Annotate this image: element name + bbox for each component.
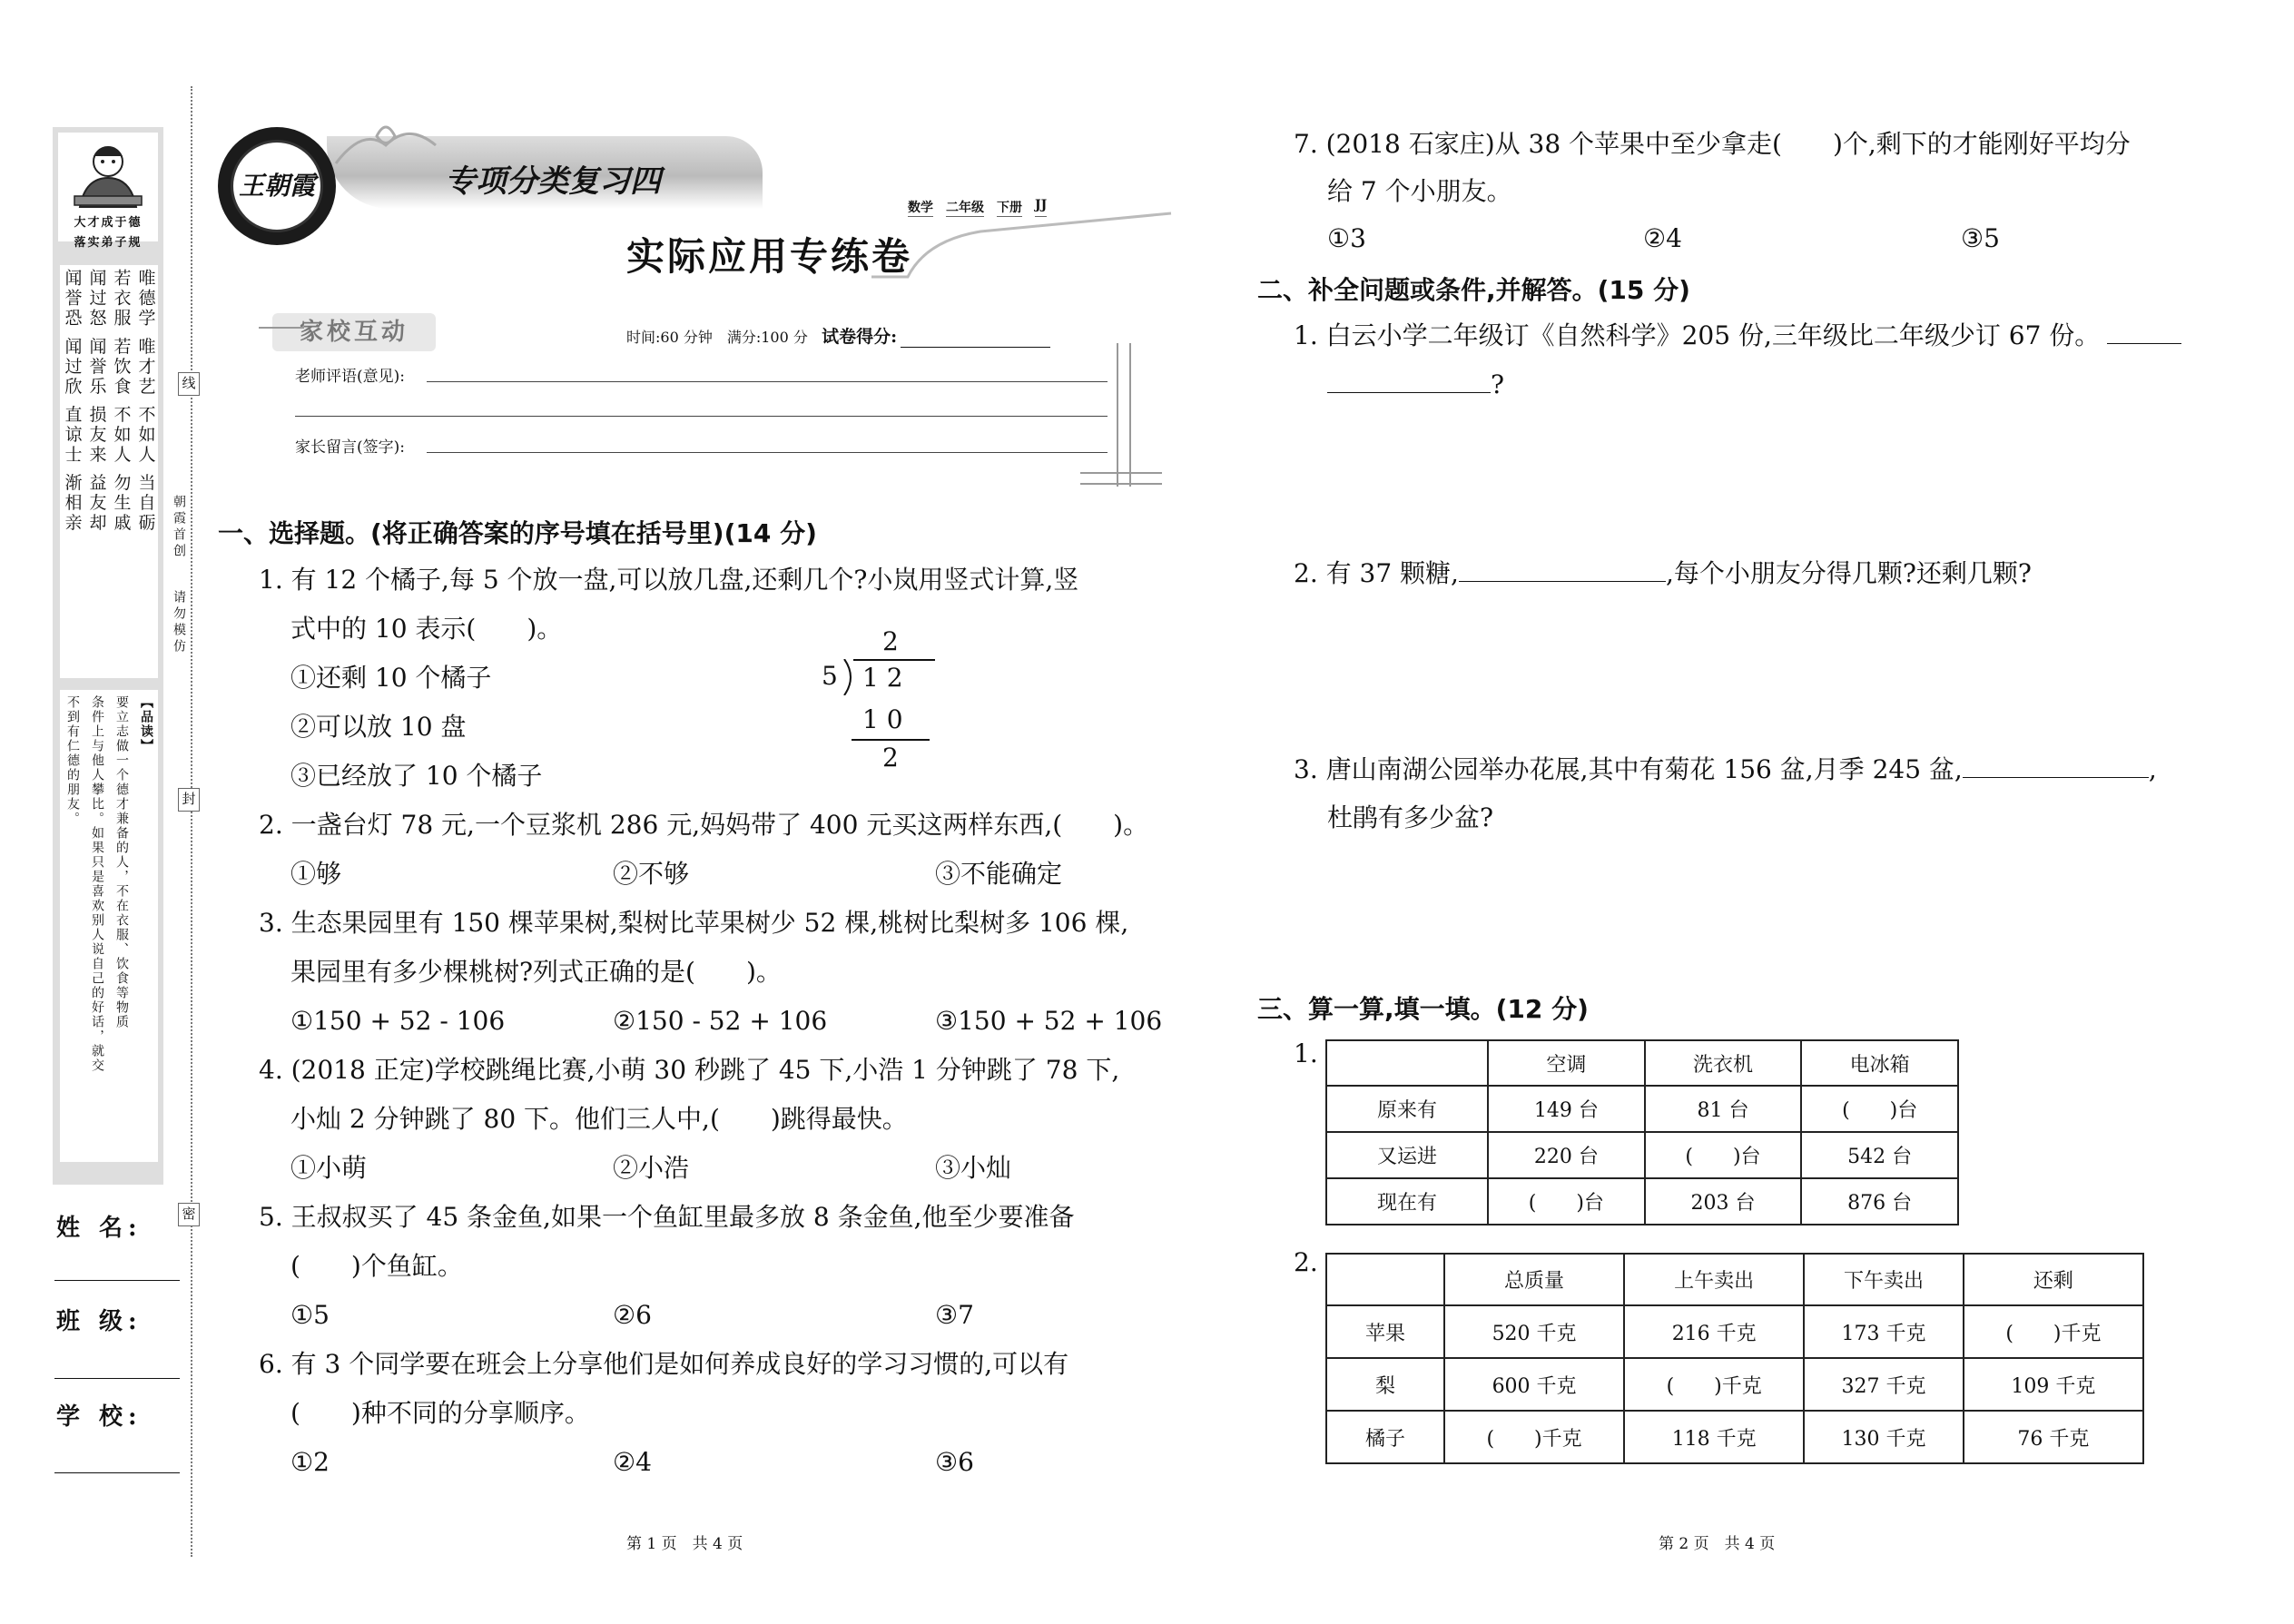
teacher-comment-field-2[interactable] [295,416,1108,417]
name-label: 姓 名: [56,1215,143,1242]
notice-original: 朝霞首创 [172,495,186,560]
q4-text-2: 小灿 2 分钟跳了 80 下。他们三人中,( )跳得最快。 [290,1104,908,1134]
q7-option-3[interactable]: ③5 [1961,223,2000,253]
table1-number: 1. [1294,1038,1318,1068]
seal-char-feng: 封 [178,788,200,812]
deco-line [259,327,304,329]
p2-q1-blank-2[interactable] [1327,369,1491,393]
row-label: 苹果 [1326,1305,1444,1358]
p2-q1-blank-1[interactable] [2107,320,2181,344]
q4-option-1[interactable]: ①小萌 [290,1153,368,1183]
tag-edition: JJ [1035,198,1047,217]
q7-text: 7. (2018 石家庄)从 38 个苹果中至少拿走( )个,剩下的才能刚好平均分 [1294,129,2131,159]
table-cell: 81 台 [1645,1086,1802,1132]
q6-option-2[interactable]: ②4 [613,1447,652,1477]
table-cell-blank[interactable]: ( )台 [1801,1086,1958,1132]
seal-char-mi: 密 [178,1203,200,1226]
title-swoosh-icon [871,204,1180,286]
name-field[interactable] [54,1280,180,1281]
table-header: 还剩 [1964,1254,2143,1305]
teacher-comment-field[interactable] [427,381,1108,382]
page-number-2: 第 2 页 共 4 页 [1659,1535,1776,1553]
exam-meta [626,323,1050,348]
class-field[interactable] [54,1378,180,1379]
p2-q3-comma: , [2148,754,2157,784]
dizigui-column: 闻誉恐 闻过欣 直谅士 渐相亲 [62,269,83,534]
dizigui-column: 若衣服 若饮食 不如人 勿生戚 [111,269,132,534]
q2-option-3[interactable]: ③不能确定 [935,859,1063,889]
p2-q1-question-mark: ? [1491,369,1505,399]
table-cell: 542 台 [1801,1132,1958,1178]
q1-option-3[interactable]: ③已经放了 10 个橘子 [290,761,543,791]
table2-number: 2. [1294,1247,1318,1277]
pindu-text: 要立志做一个德才兼备的人，不在衣服、饮食等物质 [114,695,129,1029]
dizigui-column: 闻过怒 闻誉乐 损友来 益友却 [86,269,107,534]
table-header: 洗衣机 [1645,1040,1802,1086]
table-header: 上午卖出 [1624,1254,1804,1305]
seal-char-xian: 线 [178,372,200,396]
p2-q2-blank[interactable] [1459,557,1666,582]
q7-option-2[interactable]: ②4 [1643,223,1682,253]
table-header: 总质量 [1444,1254,1624,1305]
scholar-portrait-icon [67,136,149,209]
motto-top: 大才成于德 [74,216,143,230]
q1-text: 1. 有 12 个橘子,每 5 个放一盘,可以放几盘,还剩几个?小岚用竖式计算,竖 [259,565,1079,595]
table-cell: 149 台 [1488,1086,1645,1132]
p2-q3-start: 3. 唐山南湖公园举办花展,其中有菊花 156 盆,月季 245 盆, [1294,754,1963,784]
table-cell: 130 千克 [1804,1411,1964,1463]
binding-line [191,86,192,1557]
division-bracket-icon [842,659,857,695]
q5-text-2: ( )个鱼缸。 [290,1251,463,1281]
class-label: 班 级: [56,1308,143,1335]
pindu-text: 条件上与他人攀比。如果只是喜欢别人说自己的好话，就交 [90,695,104,1073]
division-bar [853,659,935,661]
row-label: 梨 [1326,1358,1444,1411]
p2-q1-text [1294,320,2181,351]
q2-option-2[interactable]: ②不够 [613,859,690,889]
p2-q1-text-2 [1327,369,1504,400]
p2-q3-text-2: 杜鹃有多少盆? [1327,802,1494,832]
deco-line [1080,472,1162,474]
notice-no-copy: 请勿模仿 [172,590,186,655]
table-cell: 327 千克 [1804,1358,1964,1411]
ribbon-icon [327,118,445,172]
row-label: 现在有 [1326,1178,1488,1225]
table-cell [1326,1040,1488,1086]
table-cell-blank[interactable]: ( )千克 [1964,1305,2143,1358]
q2-text: 2. 一盏台灯 78 元,一个豆浆机 286 元,妈妈带了 400 元买这两样东西,( )。 [259,810,1149,840]
table-header: 下午卖出 [1804,1254,1964,1305]
table-cell: 876 台 [1801,1178,1958,1225]
p2-q2-start: 2. 有 37 颗糖, [1294,558,1459,588]
home-school-badge: 家校互动 [272,313,436,351]
division-product: 1 0 [862,704,903,734]
q2-option-1[interactable]: ①够 [290,859,342,889]
p2-q1-line: 1. 白云小学二年级订《自然科学》205 份,三年级比二年级少订 67 份。 [1294,320,2101,350]
q3-text: 3. 生态果园里有 150 棵苹果树,梨树比苹果树少 52 棵,桃树比梨树多 106 棵, [259,908,1129,938]
page-title: 实际应用专练卷 [626,234,913,279]
school-field[interactable] [54,1472,180,1473]
q3-option-1[interactable]: ①150 + 52 - 106 [290,1006,506,1036]
table-fruit-sales [1325,1253,2144,1464]
q6-text-2: ( )种不同的分享顺序。 [290,1398,590,1428]
q3-text-2: 果园里有多少棵桃树?列式正确的是( )。 [290,957,782,987]
q3-option-3[interactable]: ③150 + 52 + 106 [935,1006,1163,1036]
table-cell: 220 台 [1488,1132,1645,1178]
q4-option-3[interactable]: ③小灿 [935,1153,1012,1183]
p2-q3-blank[interactable] [1963,753,2149,778]
part1-heading: 一、选择题。(将正确答案的序号填在括号里)(14 分) [218,518,817,548]
dizigui-column: 唯德学 唯才艺 不如人 当自砺 [135,269,156,534]
teacher-comment-label: 老师评语(意见): [295,368,405,386]
table-cell: 520 千克 [1444,1305,1624,1358]
pindu-text: 不到有仁德的朋友。 [65,695,80,826]
part3-heading: 三、算一算,填一填。(12 分) [1257,994,1589,1024]
p2-q2-text [1294,557,2032,589]
q7-text-2: 给 7 个小朋友。 [1327,176,1512,206]
q1-text-2: 式中的 10 表示( )。 [290,614,563,644]
q6-option-1[interactable]: ①2 [290,1447,330,1477]
q4-text: 4. (2018 正定)学校跳绳比赛,小萌 30 秒跳了 45 下,小浩 1 分钟跳了 78 下, [259,1055,1120,1085]
pindu-box [60,690,158,1162]
q5-option-1[interactable]: ①5 [290,1300,330,1330]
tag-subject: 数学 [908,198,933,217]
row-label: 原来有 [1326,1086,1488,1132]
q6-text: 6. 有 3 个同学要在班会上分享他们是如何养成良好的学习习惯的,可以有 [259,1349,1069,1379]
brand-logo: 王朝霞 [231,140,323,232]
table-cell: 173 千克 [1804,1305,1964,1358]
division-bar [852,739,930,741]
score-label: 试卷得分: [822,327,898,347]
table-appliances [1325,1039,1959,1225]
row-label: 又运进 [1326,1132,1488,1178]
school-label: 学 校: [56,1403,143,1431]
motto-bottom: 落实弟子规 [74,236,143,250]
part2-heading: 二、补全问题或条件,并解答。(15 分) [1257,275,1690,305]
score-field[interactable] [901,347,1050,348]
q5-option-3[interactable]: ③7 [935,1300,974,1330]
deco-line [1117,343,1118,487]
long-division [817,626,935,790]
table-cell: 118 千克 [1624,1411,1804,1463]
q1-option-2[interactable]: ②可以放 10 盘 [290,712,467,742]
p2-q2-end: ,每个小朋友分得几颗?还剩几颗? [1665,558,2032,588]
pindu-title: 【品读】 [139,695,153,753]
q3-option-2[interactable]: ②150 - 52 + 106 [613,1006,828,1036]
table-cell: 76 千克 [1964,1411,2143,1463]
table-cell-blank[interactable]: ( )台 [1645,1132,1802,1178]
table-cell: 109 千克 [1964,1358,2143,1411]
tag-volume: 下册 [997,198,1022,217]
tag-grade: 二年级 [946,198,984,217]
q7-option-1[interactable]: ①3 [1327,223,1366,253]
division-divisor: 5 [822,661,838,691]
table-header: 空调 [1488,1040,1645,1086]
q5-option-2[interactable]: ②6 [613,1300,652,1330]
page-number-1: 第 1 页 共 4 页 [626,1535,743,1553]
table-cell: 216 千克 [1624,1305,1804,1358]
division-quotient: 2 [882,626,899,656]
table-cell-blank[interactable]: ( )千克 [1444,1411,1624,1463]
division-dividend: 1 2 [862,663,903,693]
table-cell-blank[interactable]: ( )台 [1488,1178,1645,1225]
q4-option-2[interactable]: ②小浩 [613,1153,690,1183]
table-header: 电冰箱 [1801,1040,1958,1086]
parent-comment-field[interactable] [427,452,1108,453]
table-cell-blank[interactable]: ( )千克 [1624,1358,1804,1411]
q1-option-1[interactable]: ①还剩 10 个橘子 [290,663,492,693]
deco-line [1129,343,1131,487]
table-cell [1326,1254,1444,1305]
row-label: 橘子 [1326,1411,1444,1463]
table-cell: 203 台 [1645,1178,1802,1225]
division-remainder: 2 [882,743,899,773]
p2-q3-text [1294,753,2157,785]
deco-line [1080,483,1162,485]
time-score-info: 时间:60 分钟 满分:100 分 [626,329,808,346]
q5-text: 5. 王叔叔买了 45 条金鱼,如果一个鱼缸里最多放 8 条金鱼,他至少要准备 [259,1202,1075,1232]
section-title: 专项分类复习四 [445,163,661,200]
q6-option-3[interactable]: ③6 [935,1447,974,1477]
parent-comment-label: 家长留言(签字): [295,438,405,457]
dizigui-columns [60,265,158,678]
table-cell: 600 千克 [1444,1358,1624,1411]
